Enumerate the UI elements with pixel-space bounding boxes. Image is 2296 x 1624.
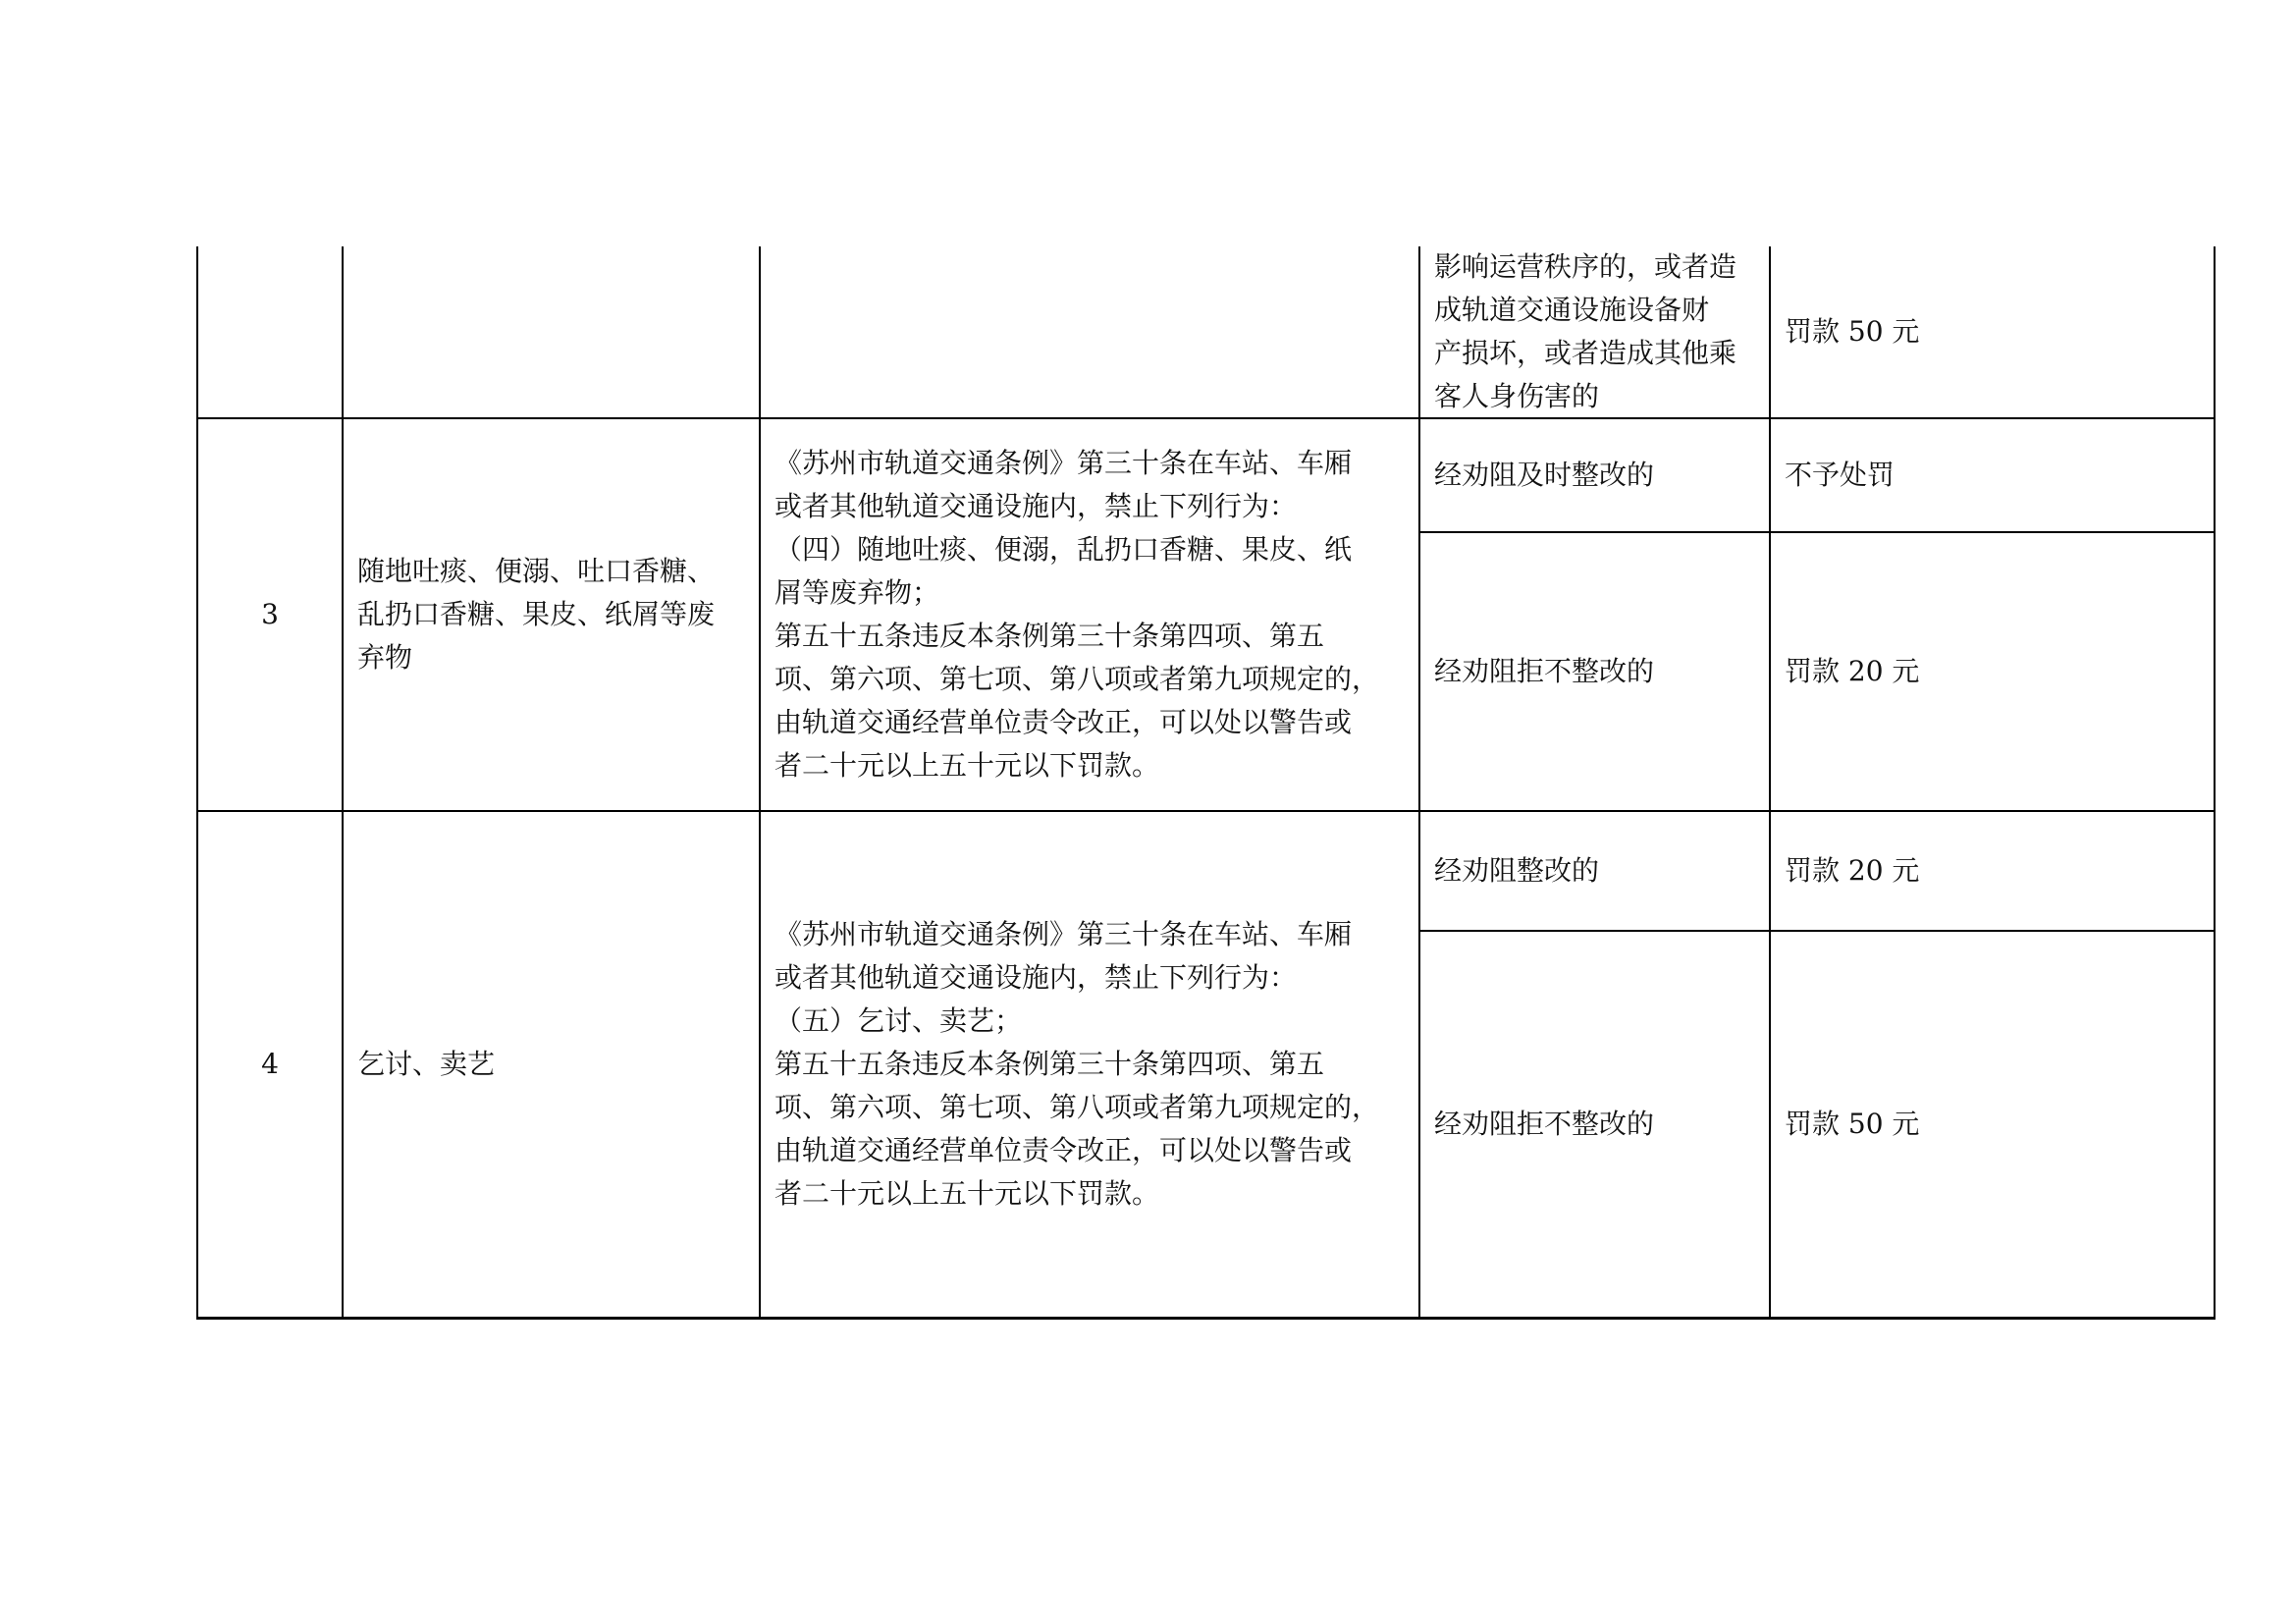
penalty-table <box>196 246 2216 1319</box>
legal-basis-text: 《苏州市轨道交通条例》第三十条在车站、车厢 或者其他轨道交通设施内，禁止下列行为： （五）乞讨、卖艺； 第五十五条违反本条例第三十条第四项、第五 项、第六项、第七项、第八项或者第九项规定的， 由轨道交通经营单位责令改正，可以处以警告或 者二十元以上五十元以下罚款。 <box>774 918 1380 1210</box>
penalty-text: 罚款 20 元 <box>1785 854 1920 887</box>
penalty-cell <box>1771 246 2214 417</box>
row-number-cell <box>198 419 342 810</box>
penalty-cell <box>1771 419 2214 531</box>
condition-text: 经劝阻及时整改的 <box>1434 459 1655 491</box>
row-number: 4 <box>261 1048 279 1080</box>
penalty-text: 不予处罚 <box>1785 459 1896 491</box>
legal-basis-cell <box>761 419 1418 810</box>
behavior-text: 随地吐痰、便溺、吐口香糖、 乱扔口香糖、果皮、纸屑等废 弃物 <box>357 555 716 674</box>
condition-cell <box>1420 246 1769 417</box>
behavior-cell <box>344 419 759 810</box>
legal-basis-cell <box>761 812 1418 1317</box>
penalty-cell <box>1771 533 2214 810</box>
condition-text: 经劝阻整改的 <box>1434 854 1600 887</box>
condition-cell <box>1420 812 1769 930</box>
condition-cell <box>1420 932 1769 1317</box>
behavior-cell <box>344 812 759 1317</box>
table-bottom-border <box>196 1317 2216 1320</box>
condition-text: 影响运营秩序的，或者造 成轨道交通设施设备财 产损坏，或者造成其他乘 客人身伤害的 <box>1434 250 1737 412</box>
row-number-cell <box>198 812 342 1317</box>
penalty-text: 罚款 20 元 <box>1785 655 1920 687</box>
penalty-cell <box>1771 932 2214 1317</box>
condition-cell <box>1420 419 1769 531</box>
penalty-text: 罚款 50 元 <box>1785 1108 1920 1140</box>
penalty-text: 罚款 50 元 <box>1785 315 1920 348</box>
column-divider <box>2214 246 2216 1319</box>
row-number: 3 <box>261 598 279 630</box>
legal-basis-text: 《苏州市轨道交通条例》第三十条在车站、车厢 或者其他轨道交通设施内，禁止下列行为： （四）随地吐痰、便溺，乱扔口香糖、果皮、纸 屑等废弃物； 第五十五条违反本条例第三十条第四项、第五 项、第六项、第七项、第八项或者第九项规定的， 由轨道交通经营单位责令改正，可以处以警告或 者二十元以上五十元以下罚款。 <box>774 447 1380 782</box>
condition-text: 经劝阻拒不整改的 <box>1434 1108 1655 1140</box>
penalty-cell <box>1771 812 2214 930</box>
condition-text: 经劝阻拒不整改的 <box>1434 655 1655 687</box>
behavior-text: 乞讨、卖艺 <box>357 1048 496 1080</box>
condition-cell <box>1420 533 1769 810</box>
